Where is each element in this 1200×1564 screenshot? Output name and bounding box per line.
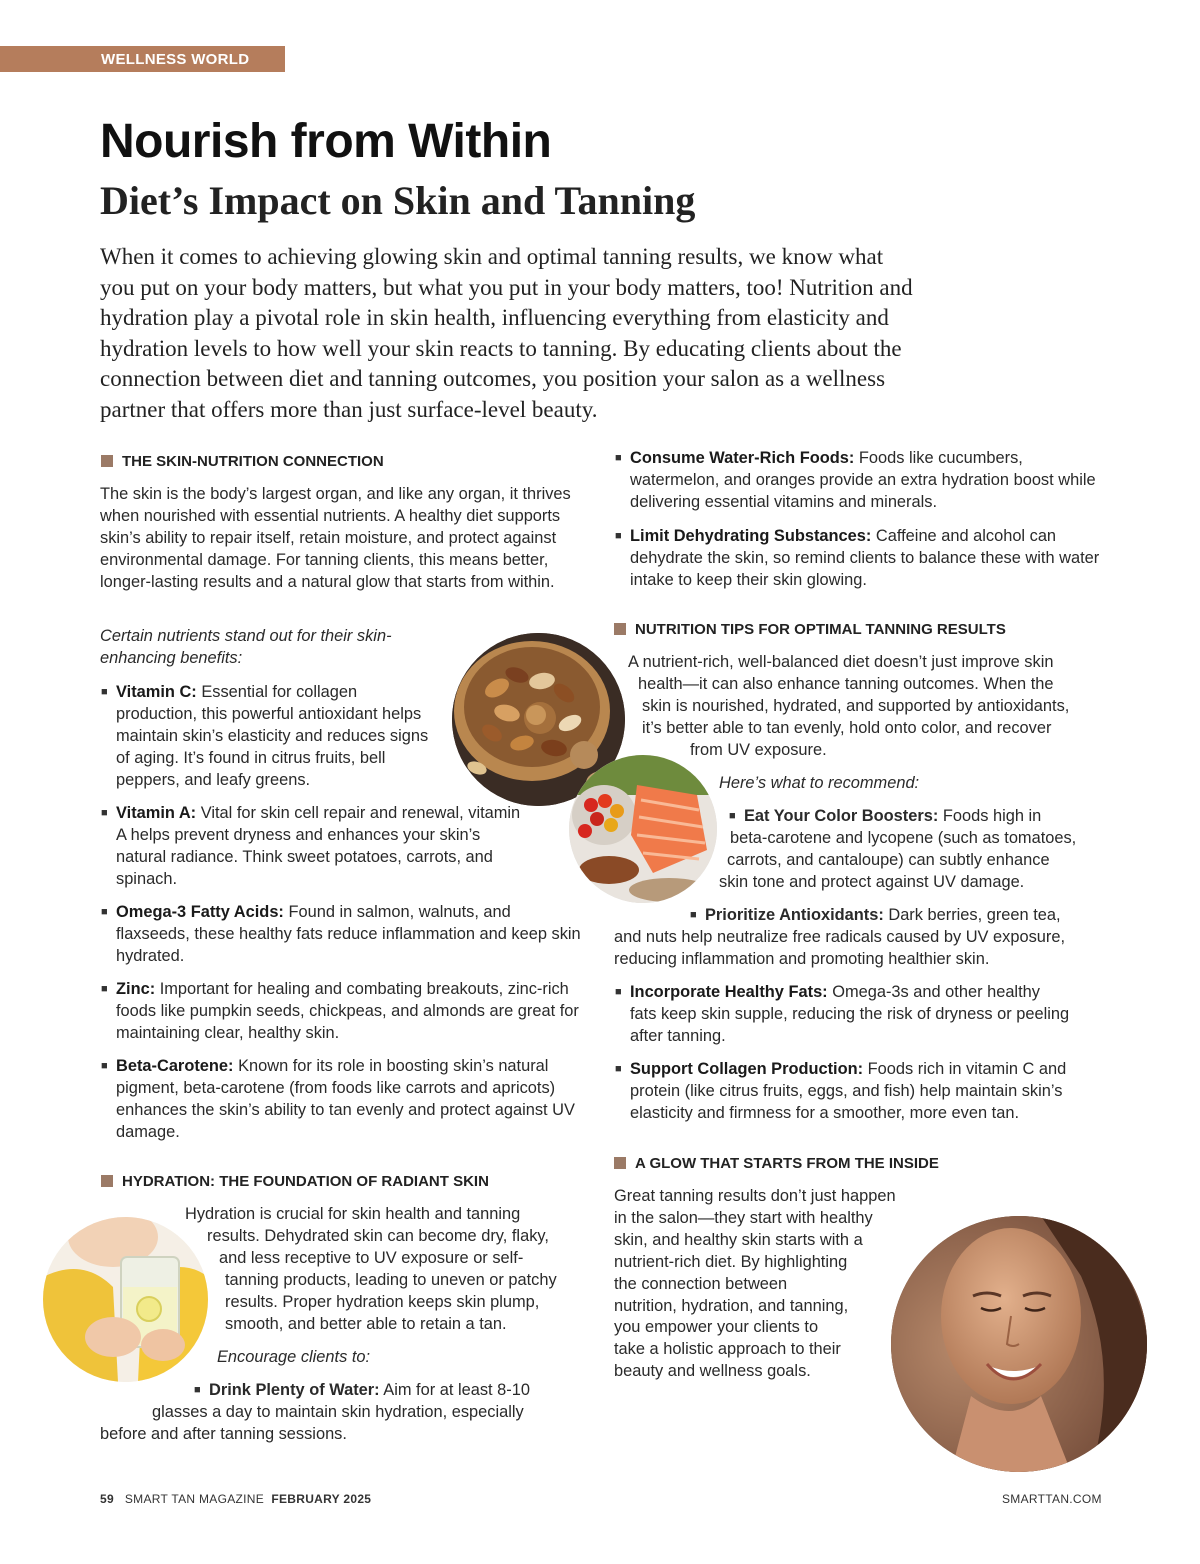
glow-line: you empower your clients to [614,1318,819,1337]
intro-line: connection between diet and tanning outcomes, you position your salon as a wellness [100,366,886,391]
bullet-water-line: glasses a day to maintain skin hydration, especially [152,1403,524,1421]
nutrition-tips-line: A nutrient-rich, well-balanced diet doesn’t just improve skin [628,653,1054,671]
bullet-antioxidants: Prioritize Antioxidants: Dark berries, green tea, [705,906,1061,924]
bullet-icon: ■ [615,452,622,464]
article-title: Nourish from Within [100,115,552,168]
bullet-icon: ■ [194,1384,201,1396]
intro-line: hydration play a pivotal role in skin health, influencing everything from elasticity and [100,305,889,330]
glow-line: take a holistic approach to their [614,1340,841,1359]
intro-line: partner that offers more than just surface-level beauty. [100,396,598,422]
intro-line: you put on your body matters, but what you put in your body matters, too! Nutrition and [100,274,913,300]
section-heading-glow: A GLOW THAT STARTS FROM THE INSIDE [614,1155,939,1172]
page-number: 59 [100,1492,114,1506]
bullet-icon: ■ [729,810,736,822]
glow-line: nutrition, hydration, and tanning, [614,1296,849,1315]
heading-square-icon [614,623,626,635]
footer-site[interactable]: SMARTTAN.COM [1002,1492,1102,1506]
bullet-vitamin-a: Vitamin A: Vital for skin cell repair and renewal, vitamin A helps prevent dryness and enhances your skin’s natural radiance. Think sweet potatoes, carrots, and spinach. [116,804,521,888]
glow-line: in the salon—they start with healthy [614,1208,873,1227]
glow-line: skin, and healthy skin starts with a [614,1230,863,1249]
nutrition-tips-line: from UV exposure. [690,741,827,759]
skin-nutrition-paragraph: The skin is the body’s largest organ, and like any organ, it thrives when nourished with essential nutrients. A healthy diet supports skin’s ability to repair itself, retain moisture, and protect against environmental damage. For tanning clients, this means better, longer-lasting results and a natural glow that starts from within. [100,485,571,591]
nutrition-tips-line: skin is nourished, hydrated, and supported by antioxidants, [642,697,1070,715]
glow-line: nutrient-rich diet. By highlighting [614,1252,848,1271]
water-glass-image [43,1217,208,1382]
heading-square-icon [614,1157,626,1169]
bullet-icon: ■ [615,986,622,998]
bullet-icon: ■ [615,530,622,542]
magazine-name: SMART TAN MAGAZINE [124,1492,265,1506]
footer-left [100,1492,371,1506]
glow-line: Great tanning results don’t just happen [614,1187,896,1205]
bullet-icon: ■ [615,1063,622,1075]
bullet-color-line: carrots, and cantaloupe) can subtly enhance [727,851,1050,869]
section-heading-skin-nutrition: THE SKIN-NUTRITION CONNECTION [101,453,384,470]
bullet-color-line: skin tone and protect against UV damage. [719,873,1025,891]
bullet-icon: ■ [101,686,108,698]
section-heading-nutrition-tips: NUTRITION TIPS FOR OPTIMAL TANNING RESULTS [614,621,1006,638]
bullet-healthy-fats: Incorporate Healthy Fats: Omega-3s and other healthy fats keep skin supple, reducing the risk of dryness or peeling after tanning. [630,983,1070,1045]
bullet-icon: ■ [101,1060,108,1072]
hydration-line: and less receptive to UV exposure or self- [219,1249,524,1267]
heading-square-icon [101,1175,113,1187]
intro-paragraph [100,242,1060,425]
bullet-icon: ■ [101,807,108,819]
hydration-line: results. Proper hydration keeps skin plump, [225,1293,540,1311]
hydration-line: results. Dehydrated skin can become dry, flaky, [207,1227,549,1245]
heading-square-icon [101,455,113,467]
glow-paragraph [614,1186,934,1383]
intro-line: hydration levels to how well your skin reacts to tanning. By educating clients about the [100,335,902,361]
bullet-color-boosters: Eat Your Color Boosters: Foods high in [744,807,1042,825]
intro-line: When it comes to achieving glowing skin and optimal tanning results, we know what [100,244,884,269]
bullet-limit-dehydrating: Limit Dehydrating Substances: Caffeine and alcohol can dehydrate the skin, so remind clients to balance these with water intake to keep their skin glowing. [630,527,1100,589]
bullet-beta-carotene: Beta-Carotene: Known for its role in boosting skin’s natural pigment, beta-carotene (from foods like carrots and apricots) enhances the skin’s ability to tan evenly and protect against UV damage. [116,1057,575,1141]
bullet-vitamin-c: Vitamin C: Essential for collagen production, this powerful antioxidant helps maintain skin’s elasticity and reduces signs of aging. It’s found in citrus fruits, bell peppers, and leafy greens. [116,683,429,789]
bullet-water: Drink Plenty of Water: Aim for at least 8-10 [209,1381,530,1399]
bullet-omega-3: Omega-3 Fatty Acids: Found in salmon, walnuts, and flaxseeds, these healthy fats reduce inflammation and keep skin hydrated. [116,903,581,965]
hydration-line: Hydration is crucial for skin health and tanning [185,1205,521,1223]
hydration-line: tanning products, leading to uneven or patchy [225,1271,557,1289]
article-subtitle: Diet’s Impact on Skin and Tanning [100,178,696,223]
bullet-water-rich-foods: Consume Water-Rich Foods: Foods like cucumbers, watermelon, and oranges provide an extra hydration boost while delivering essential vitamins and minerals. [630,449,1096,511]
section-heading-hydration: HYDRATION: THE FOUNDATION OF RADIANT SKIN [101,1173,489,1190]
salmon-tomatoes-image [569,755,717,903]
bullet-zinc: Zinc: Important for healing and combating breakouts, zinc-rich foods like pumpkin seeds, chickpeas, and almonds are great for maintaining clear, healthy skin. [116,980,579,1042]
skin-nutrition-lead: Certain nutrients stand out for their skin-enhancing benefits: [100,627,392,667]
bullet-icon: ■ [690,909,697,921]
bullet-water-line: before and after tanning sessions. [100,1425,347,1443]
section-tag: WELLNESS WORLD [101,51,250,68]
bullet-collagen: Support Collagen Production: Foods rich in vitamin C and protein (like citrus fruits, eggs, and fish) help maintain skin’s elasticity and firmness for a smoother, more even tan. [630,1060,1067,1122]
hydration-lead: Encourage clients to: [217,1348,371,1366]
nutrition-tips-lead: Here’s what to recommend: [719,774,920,792]
bullet-icon: ■ [101,983,108,995]
woman-face-image [891,1216,1147,1472]
hydration-line: smooth, and better able to retain a tan. [225,1315,507,1333]
bullet-color-line: beta-carotene and lycopene (such as tomatoes, [730,829,1077,847]
bullet-antioxidants-line: reducing inflammation and promoting healthier skin. [614,950,990,968]
issue-date: FEBRUARY 2025 [271,1492,372,1506]
glow-line: beauty and wellness goals. [614,1362,811,1381]
nutrition-tips-line: it’s better able to tan evenly, hold onto color, and recover [642,719,1052,737]
nutrition-tips-line: health—it can also enhance tanning outcomes. When the [638,675,1054,693]
glow-line: the connection between [614,1274,788,1293]
bullet-icon: ■ [101,906,108,918]
bullet-antioxidants-line: and nuts help neutralize free radicals caused by UV exposure, [614,928,1066,946]
